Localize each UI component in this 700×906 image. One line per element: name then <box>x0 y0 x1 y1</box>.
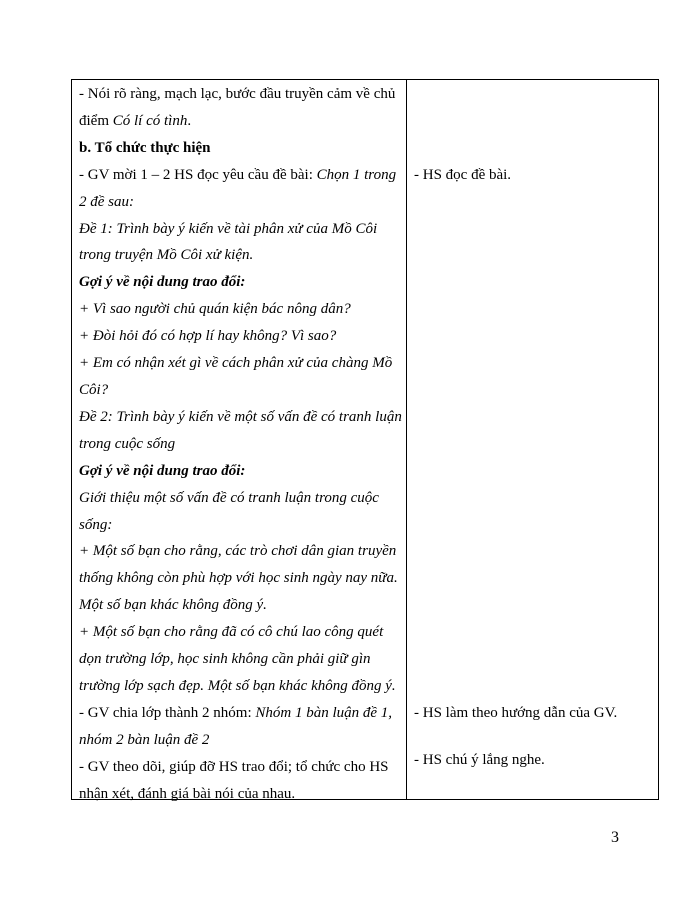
teacher-activity-column <box>79 80 402 807</box>
group-line-2: nhóm 2 bàn luận đề 2 <box>79 731 210 748</box>
follow-line-2: nhận xét, đánh giá bài nói của nhau. <box>79 785 296 802</box>
follow-line: - GV theo dõi, giúp đỡ HS trao đổi; tổ chức cho HS <box>79 758 389 775</box>
gv-invite-line-2: 2 đề sau: <box>79 193 134 210</box>
topic-2-line: Đề 2: Trình bày ý kiến về một số vấn đề có tranh luận <box>79 408 402 425</box>
gv-invite-line: - GV mời 1 – 2 HS đọc yêu cầu đề bài: Chọn 1 trong <box>79 166 397 183</box>
question-3-line-2: Côi? <box>79 381 109 398</box>
point-1-line: + Một số bạn cho rằng, các trò chơi dân gian truyền <box>79 543 397 560</box>
hint-heading-2: Gợi ý về nội dung trao đổi: <box>79 462 246 479</box>
lesson-table <box>71 79 659 800</box>
objective-line: - Nói rõ ràng, mạch lạc, bước đầu truyền cảm về chủ <box>79 86 396 102</box>
point-2-line-2: dọn trường lớp, học sinh không cần phải giữ gìn <box>79 651 371 668</box>
student-listen: - HS chú ý lắng nghe. <box>414 752 545 768</box>
topic-1-line-2: trong truyện Mồ Côi xử kiện. <box>79 247 254 264</box>
question-1: + Vì sao người chủ quán kiện bác nông dân? <box>79 301 351 318</box>
topic-2-line-2: trong cuộc sống <box>79 435 176 452</box>
point-2-line: + Một số bạn cho rằng đã có cô chú lao công quét <box>79 624 384 641</box>
intro-line-2: sống: <box>79 516 113 533</box>
student-follow-guide: - HS làm theo hướng dẫn của GV. <box>414 705 618 721</box>
hint-heading-1: Gợi ý về nội dung trao đổi: <box>79 274 246 291</box>
student-read-task: - HS đọc đề bài. <box>414 167 512 183</box>
point-2-line-3: trường lớp sạch đẹp. Một số bạn khác không đồng ý. <box>79 677 396 694</box>
group-line: - GV chia lớp thành 2 nhóm: Nhóm 1 bàn luận đề 1, <box>79 704 393 721</box>
topic-1-line: Đề 1: Trình bày ý kiến về tài phân xử của Mồ Côi <box>79 220 378 237</box>
intro-line: Giới thiệu một số vấn đề có tranh luận trong cuộc <box>79 489 379 506</box>
point-1-line-2: thống không còn phù hợp với học sinh ngày nay nữa. <box>79 570 398 587</box>
objective-line-2: điểm Có lí có tình. <box>79 112 192 129</box>
section-heading-b: b. Tổ chức thực hiện <box>79 139 211 156</box>
column-divider <box>406 80 407 799</box>
question-2: + Đòi hỏi đó có hợp lí hay không? Vì sao? <box>79 328 337 345</box>
page-number: 3 <box>611 829 619 846</box>
question-3: + Em có nhận xét gì về cách phân xử của chàng Mồ <box>79 355 393 372</box>
point-1-line-3: Một số bạn khác không đồng ý. <box>79 597 267 614</box>
